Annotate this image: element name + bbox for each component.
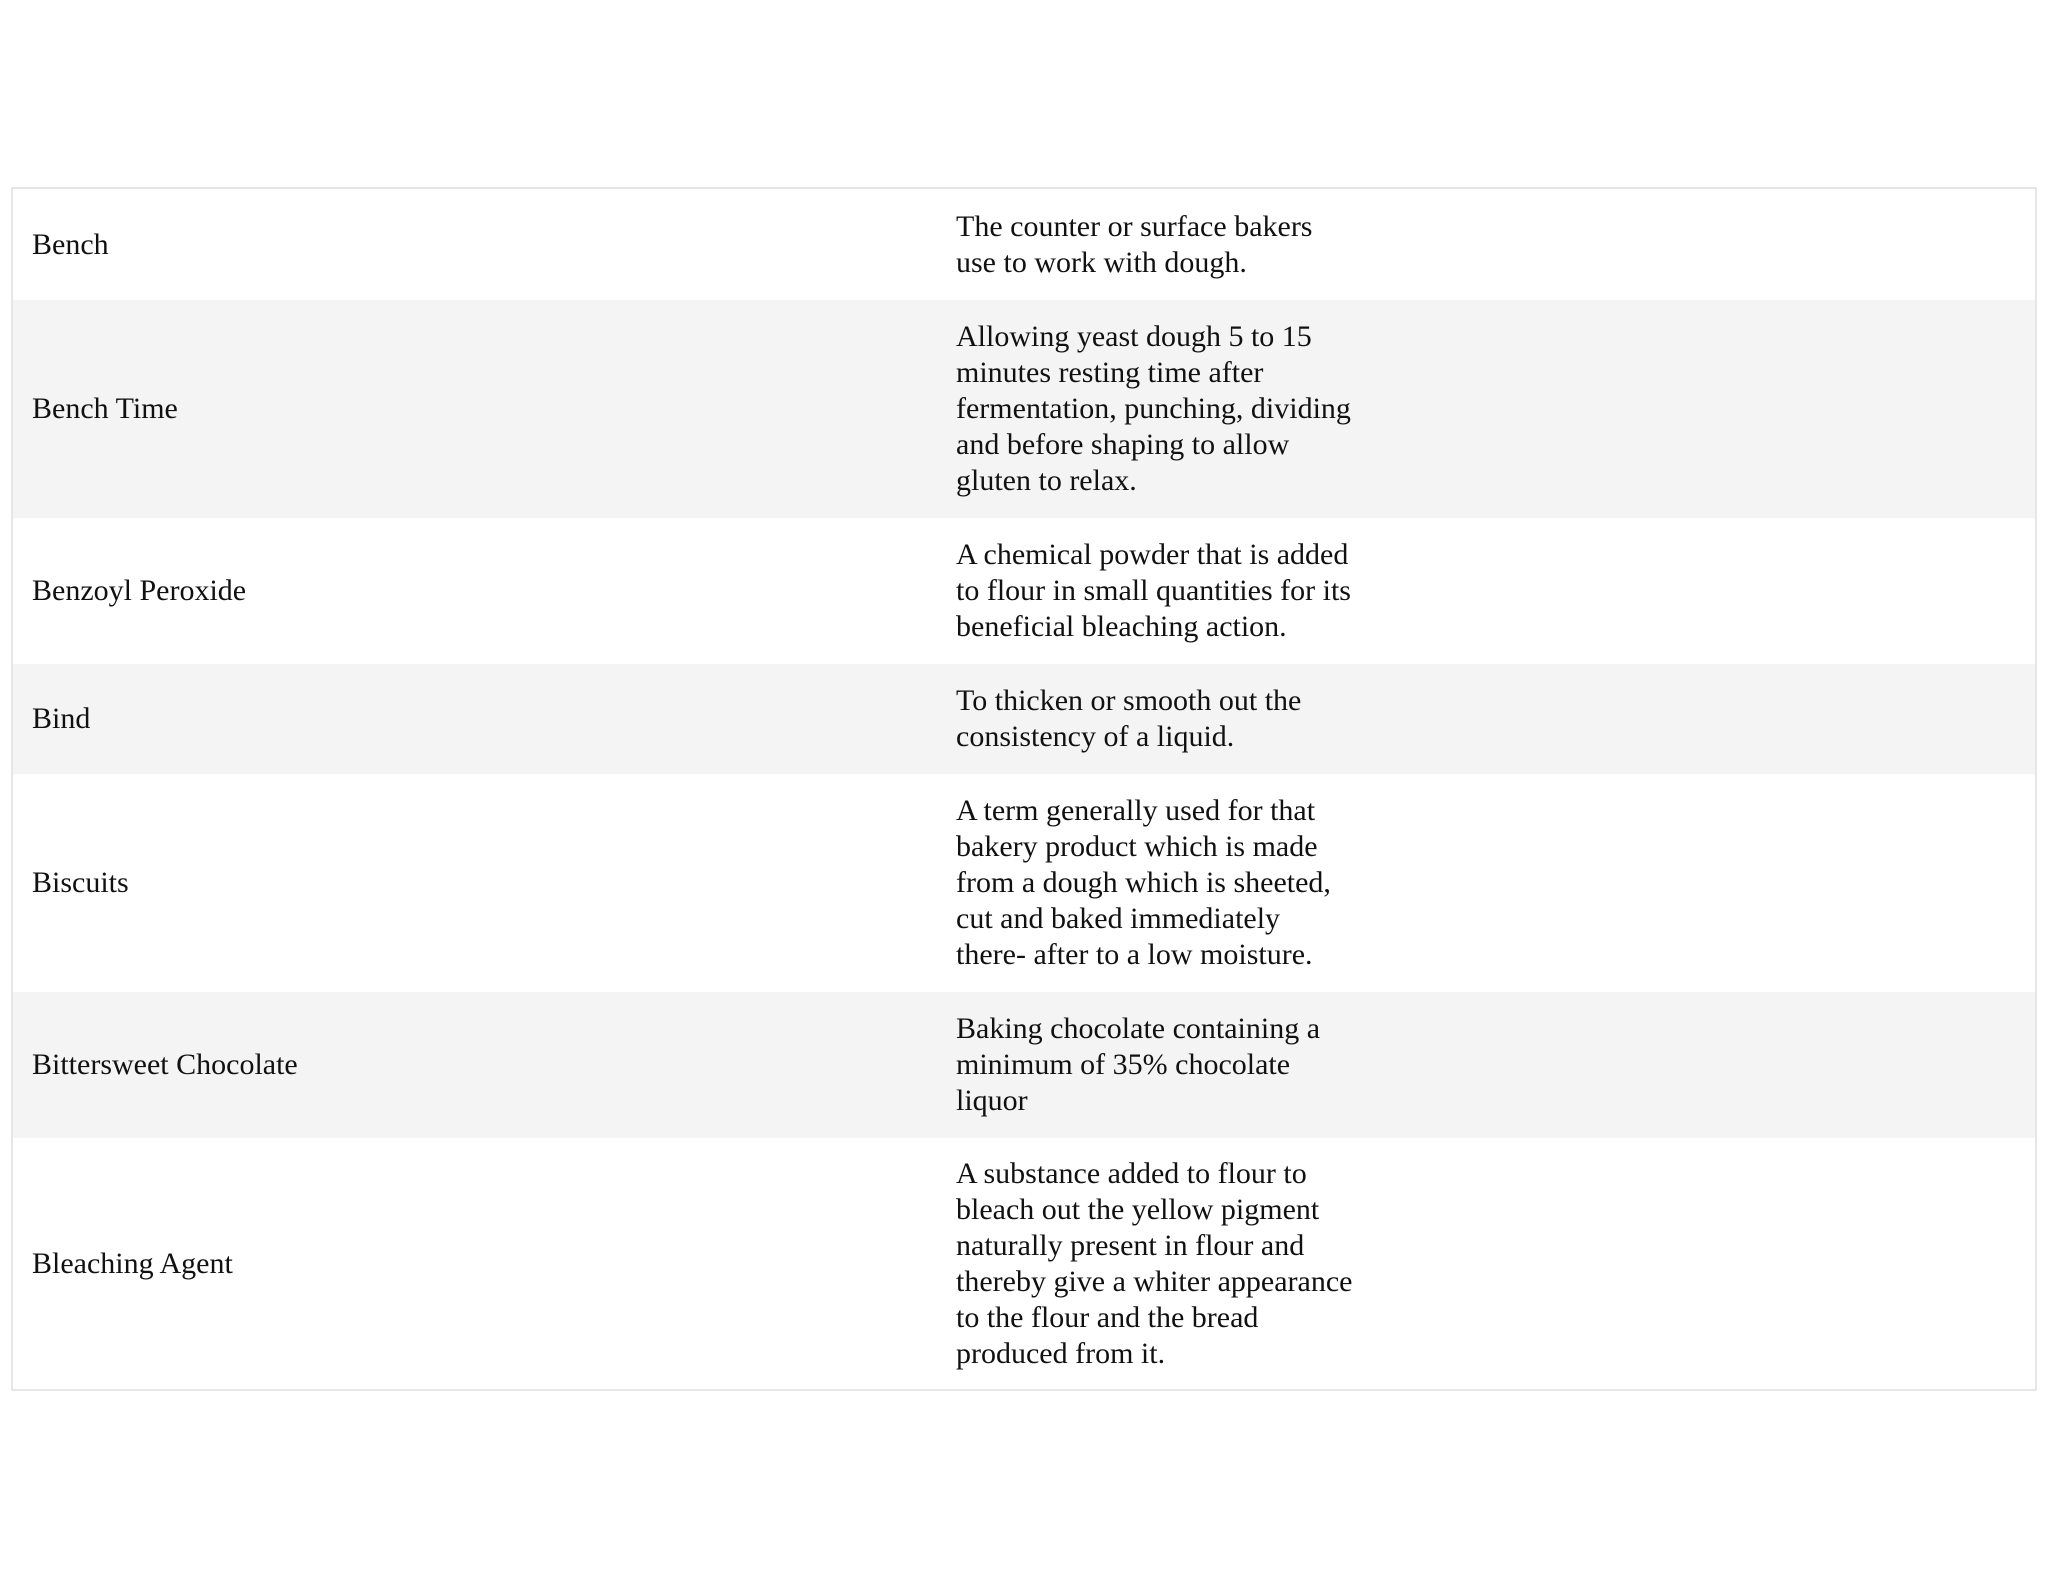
table-row	[13, 1138, 2035, 1389]
term-cell: Bleaching Agent	[32, 1246, 233, 1280]
term-cell: Benzoyl Peroxide	[32, 574, 247, 607]
term-cell: Bench	[32, 227, 109, 261]
definition-cell	[956, 189, 1376, 300]
definition-text: A chemical powder that is added to flour in small quantities for its beneficial bleaching action.	[956, 538, 1351, 643]
table-row	[13, 518, 2035, 664]
term-cell: Biscuits	[32, 866, 129, 899]
definition-cell	[956, 774, 1376, 992]
definition-text: The counter or surface bakers use to work with dough.	[956, 209, 1313, 279]
table-row	[13, 774, 2035, 992]
definition-cell	[956, 1138, 1376, 1389]
definition-text: To thicken or smooth out the consistency of a liquid.	[956, 684, 1302, 753]
definition-cell	[956, 664, 1376, 774]
definition-text: Allowing yeast dough 5 to 15 minutes resting time after fermentation, punching, dividing and before shaping to allow gluten to relax.	[956, 320, 1351, 497]
term-cell: Bittersweet Chocolate	[32, 1048, 298, 1081]
definition-text: A term generally used for that bakery product which is made from a dough which is sheeted, cut and baked immediately there- after to a low moisture.	[956, 794, 1331, 971]
term-cell: Bench Time	[32, 392, 178, 425]
glossary-table	[11, 187, 2037, 1391]
table-row	[13, 300, 2035, 518]
table-row	[13, 189, 2035, 300]
definition-cell	[956, 518, 1376, 664]
table-row	[13, 992, 2035, 1138]
definition-cell	[956, 300, 1376, 518]
definition-text: Baking chocolate containing a minimum of 35% chocolate liquor	[956, 1012, 1321, 1117]
term-cell: Bind	[32, 702, 91, 735]
table-row	[13, 664, 2035, 774]
definition-cell	[956, 992, 1376, 1138]
definition-text: A substance added to flour to bleach out the yellow pigment naturally present in flour and thereby give a whiter appearance to the flour and the bread produced from it.	[956, 1156, 1353, 1370]
